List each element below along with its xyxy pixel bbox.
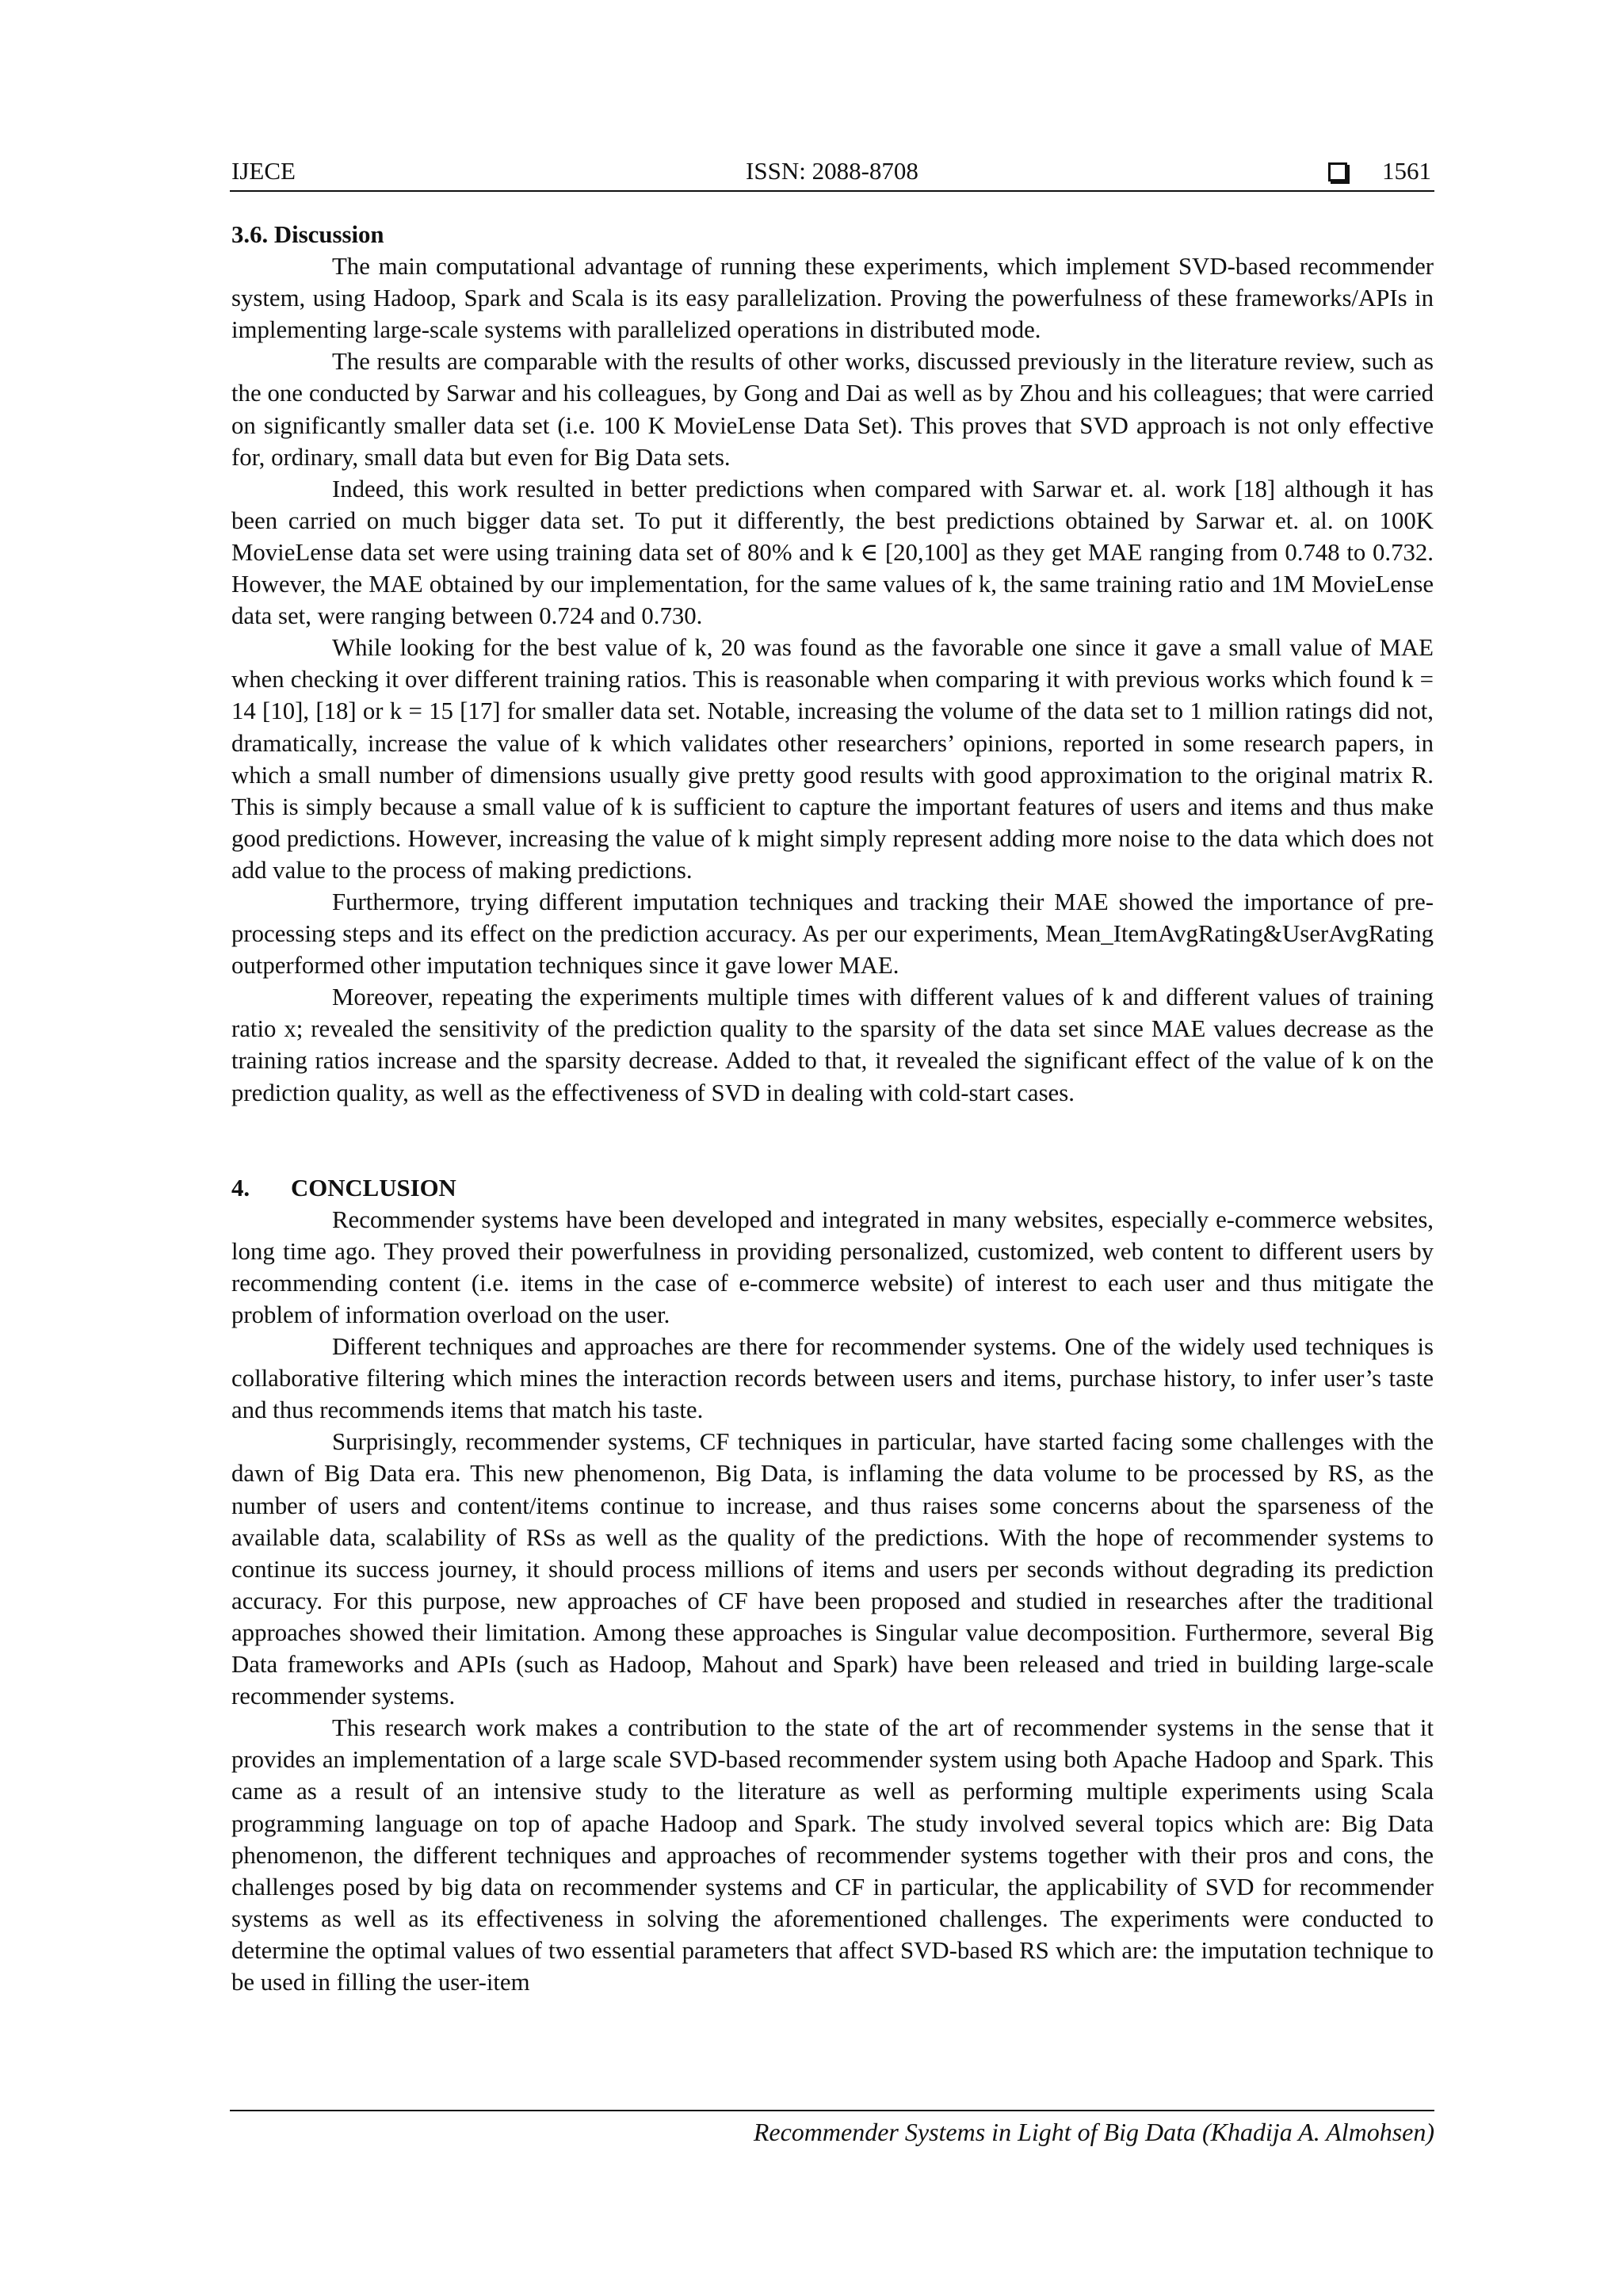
paragraph: This research work makes a contribution to the state of the art of recommender systems in the sense that it provides an implementation of a large scale SVD-based recommender system using both Apache Hadoop and Spark. This came as a result of an intensive study to the literature as well as performing multiple experiments using Scala programming language on top of apache Hadoop and Spark. The study involved several topics which are: Big Data phenomenon, the different techniques and approaches of recommender systems together with their pros and cons, the challenges posed by big data on recommender systems and CF in particular, the applicability of SVD for recommender systems as well as its effectiveness in solving the aforementioned challenges. The experiments were conducted to determine the optimal values of two essential parameters that affect SVD-based RS which are: the imputation technique to be used in filling the user-item bbox=[231, 1714, 1434, 1996]
paragraph: The main computational advantage of running these experiments, which implement SVD-based recommender system, using Hadoop, Spark and Scala is its easy parallelization. Proving the powerfulness of these frameworks/APIs in implementing large-scale systems with parallelized operations in distributed mode. bbox=[231, 253, 1434, 344]
paragraph: Indeed, this work resulted in better predictions when compared with Sarwar et. al. work [18] although it has been carried on much bigger data set. To put it differently, the best predictions obtained by Sarwar et. al. on 100K MovieLense data set were using training data set of 80% and k ∈ [20,100] as they get MAE ranging from 0.748 to 0.732. However, the MAE obtained by our implementation, for the same values of k, the same training ratio and 1M MovieLense data set, were ranging between 0.724 and 0.730. bbox=[231, 475, 1434, 630]
page-body bbox=[231, 219, 1434, 1998]
footer-divider bbox=[230, 2110, 1434, 2111]
page-number: 1561 bbox=[1382, 157, 1431, 185]
section-3-6-title: 3.6. Discussion bbox=[231, 221, 384, 248]
paragraph: Furthermore, trying different imputation techniques and tracking their MAE showed the importance of pre-processing steps and its effect on the prediction accuracy. As per our experiments, Mean_ItemAvgRating&UserAvgRating outperformed other imputation techniques since it gave lower MAE. bbox=[231, 888, 1434, 980]
paragraph: While looking for the best value of k, 20 was found as the favorable one since it gave a small value of MAE when checking it over different training ratios. This is reasonable when comparing it with previous works which found k = 14 [10], [18] or k = 15 [17] for smaller data set. Notable, increasing the volume of the data set to 1 million ratings did not, dramatically, increase the value of k which validates other researchers’ opinions, reported in some research papers, in which a small number of dimensions usually give pretty good results with good approximation to the original matrix R. This is simply because a small value of k is sufficient to capture the important features of users and items and thus make good predictions. However, increasing the value of k might simply represent adding more noise to the data which does not add value to the process of making predictions. bbox=[231, 634, 1434, 884]
section-4-number: 4. bbox=[231, 1174, 250, 1201]
issn-label: ISSN: 2088-8708 bbox=[746, 157, 918, 185]
paragraph: Surprisingly, recommender systems, CF techniques in particular, have started facing some challenges with the dawn of Big Data era. This new phenomenon, Big Data, is inflaming the data volume to be processed by RS, as the number of users and content/items continue to increase, and thus raises some concerns about the sparseness of the available data, scalability of RSs as well as the quality of the predictions. With the hope of recommender systems to continue its success journey, it should process millions of items and users per seconds without degrading its prediction accuracy. For this purpose, new approaches of CF have been proposed and studied in researches after the traditional approaches showed their limitation. Among these approaches is Singular value decomposition. Furthermore, several Big Data frameworks and APIs (such as Hadoop, Mahout and Spark) have been released and tried in building large-scale recommender systems. bbox=[231, 1428, 1434, 1710]
footer-citation: Recommender Systems in Light of Big Data (Khadija A. Almohsen) bbox=[753, 2118, 1434, 2146]
paragraph: Moreover, repeating the experiments multiple times with different values of k and different values of training ratio x; revealed the sensitivity of the prediction quality to the sparsity of the data set since MAE values decrease as the training ratios increase and the sparsity decrease. Added to that, it revealed the significant effect of the value of k on the prediction quality, as well as the effectiveness of SVD in dealing with cold-start cases. bbox=[231, 984, 1434, 1106]
paragraph: The results are comparable with the results of other works, discussed previously in the literature review, such as the one conducted by Sarwar and his colleagues, by Gong and Dai as well as by Zhou and his colleagues; that were carried on significantly smaller data set (i.e. 100 K MovieLense Data Set). This proves that SVD approach is not only effective for, ordinary, small data but even for Big Data sets. bbox=[231, 348, 1434, 471]
paragraph: Different techniques and approaches are there for recommender systems. One of the widely used techniques is collaborative filtering which mines the interaction records between users and items, purchase history, to infer user’s taste and thus recommends items that match his taste. bbox=[231, 1333, 1434, 1424]
section-4-heading bbox=[231, 1172, 1434, 1204]
page-header bbox=[230, 152, 1434, 192]
page-number-group bbox=[1328, 152, 1431, 190]
section-4-title: CONCLUSION bbox=[291, 1174, 456, 1201]
journal-name: IJECE bbox=[231, 157, 296, 185]
paragraph: Recommender systems have been developed and integrated in many websites, especially e-commerce websites, long time ago. They proved their powerfulness in providing personalized, customized, web content to different users by recommending content (i.e. items in the case of e-commerce website) of interest to each user and thus mitigate the problem of information overload on the user. bbox=[231, 1205, 1434, 1328]
checkbox-square-icon bbox=[1328, 162, 1347, 181]
